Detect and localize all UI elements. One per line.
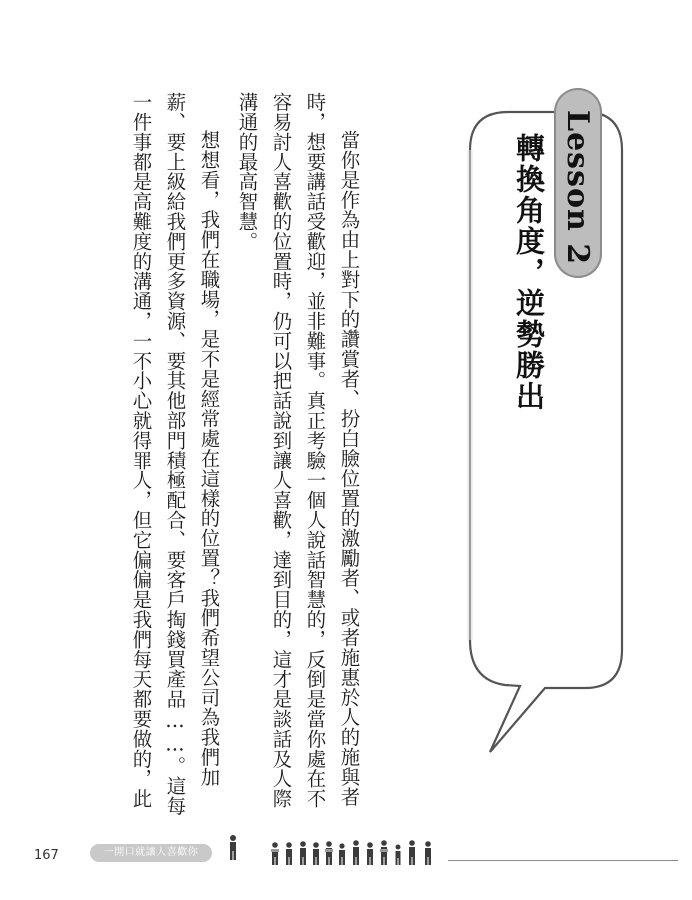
person-icon [381, 840, 387, 865]
person-icon [286, 842, 292, 865]
person-icon [339, 843, 345, 865]
person-icon [272, 842, 278, 865]
person-icon [367, 842, 373, 865]
person-icon [353, 840, 359, 865]
lesson-title: 轉換角度，逆勢勝出 [512, 133, 546, 412]
person-icon [396, 845, 401, 866]
body-column-2: 時，想要講話受歡迎，並非難事。真正考驗一個人說話智慧的，反倒是當你處在不 [303, 92, 327, 809]
person-icon [230, 835, 236, 860]
running-title: 一開口就讓人喜歡你 [90, 844, 212, 862]
person-icon [300, 841, 306, 865]
body-column-7: 一件事都是高難度的溝通，一不小心就得罪人，但它偏偏是我們每天都要做的，此 [129, 92, 153, 809]
person-icon [326, 841, 332, 865]
person-icon [313, 842, 319, 865]
body-column-5: 想想看，我們在職場，是不是經常處在這樣的位置？我們希望公司為我們加 [197, 130, 221, 787]
body-column-3: 容易討人喜歡的位置時，仍可以把話說到讓人喜歡，達到目的，這才是談話及人際 [269, 92, 293, 809]
person-icon [409, 840, 415, 865]
body-column-1: 當你是作為由上對下的讚賞者、扮白臉位置的激勵者、或者施惠於人的施與者 [337, 130, 361, 807]
page-number: 167 [34, 848, 59, 863]
body-column-6: 薪、要上級給我們更多資源、要其他部門積極配合、要客戶掏錢買產品……。這每 [163, 92, 187, 816]
lesson-label: Lesson 2 [560, 110, 595, 266]
body-column-4: 溝通的最高智慧。 [235, 92, 259, 252]
person-icon [425, 841, 431, 865]
